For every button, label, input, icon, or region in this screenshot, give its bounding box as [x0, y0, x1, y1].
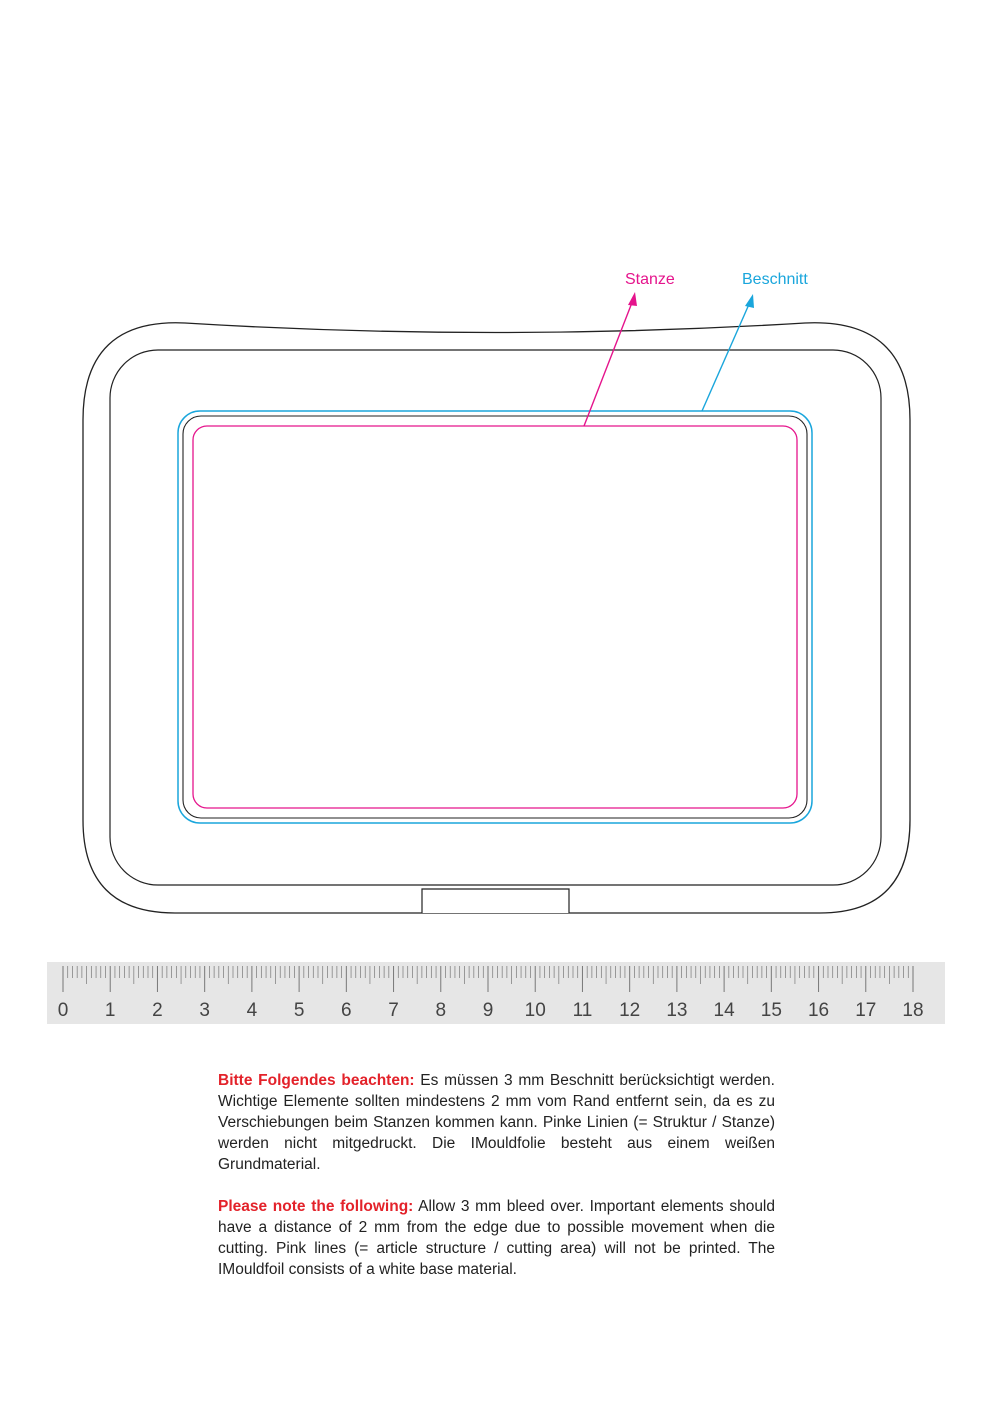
ruler-label: 1: [104, 1000, 116, 1021]
ruler-label: 17: [855, 1000, 877, 1021]
english-note-heading: Please note the following:: [218, 1198, 414, 1215]
ruler-label: 3: [199, 1000, 210, 1021]
ruler-label: 5: [293, 1000, 305, 1021]
beschnitt-pointer-line: [702, 302, 750, 411]
ruler: [47, 962, 945, 1024]
trim-line: [183, 416, 807, 818]
ruler-label: 0: [57, 1000, 69, 1021]
english-note-body: Allow 3 mm bleed over. Important elements should have a distance of 2 mm from the edge due to possible movement when die cutting. Pink lines (= article structure / cutting area) will not be printed. The IMouldfoil consists of a white base material.: [218, 1198, 776, 1278]
ruler-label: 12: [619, 1000, 641, 1021]
english-note: [218, 1196, 775, 1280]
ruler-label: 11: [572, 1000, 593, 1021]
beschnitt-arrowhead: [745, 294, 754, 308]
ruler-label: 18: [902, 1000, 924, 1021]
ruler-label: 6: [341, 1000, 352, 1021]
ruler-label: 14: [713, 1000, 735, 1021]
german-note-heading: Bitte Folgendes beachten:: [218, 1072, 415, 1089]
ruler-label: 9: [482, 1000, 494, 1021]
stanze-pointer-line: [584, 300, 633, 426]
german-note: [218, 1070, 775, 1175]
ruler-label: 7: [388, 1000, 399, 1021]
stanze-arrowhead: [628, 292, 637, 306]
ruler-label: 4: [246, 1000, 258, 1021]
die-cut-line: [193, 426, 797, 808]
ruler-scale: [47, 962, 945, 1024]
german-note-body: Es müssen 3 mm Beschnitt berücksichtigt werden. Wichtige Elemente sollten mindestens 2 mm vom Rand entfernt sein, da es zu Verschiebungen beim Stanzen kommen kann. Pinke Linien (= Struktur / Stanze) werden nicht mitgedruckt. Die IMouldfolie besteht aus einem weißen Grundmaterial.: [218, 1072, 775, 1173]
beschnitt-label: Beschnitt: [742, 271, 808, 288]
stanze-label: Stanze: [625, 271, 675, 288]
ruler-label: 13: [666, 1000, 688, 1021]
inner-lid-outline: [110, 350, 881, 885]
ruler-label: 10: [524, 1000, 546, 1021]
ruler-label: 2: [152, 1000, 163, 1021]
ruler-label: 15: [760, 1000, 782, 1021]
bleed-line: [178, 411, 812, 823]
bottom-tab: [422, 889, 569, 913]
ruler-label: 16: [807, 1000, 830, 1021]
ruler-label: 8: [435, 1000, 447, 1021]
